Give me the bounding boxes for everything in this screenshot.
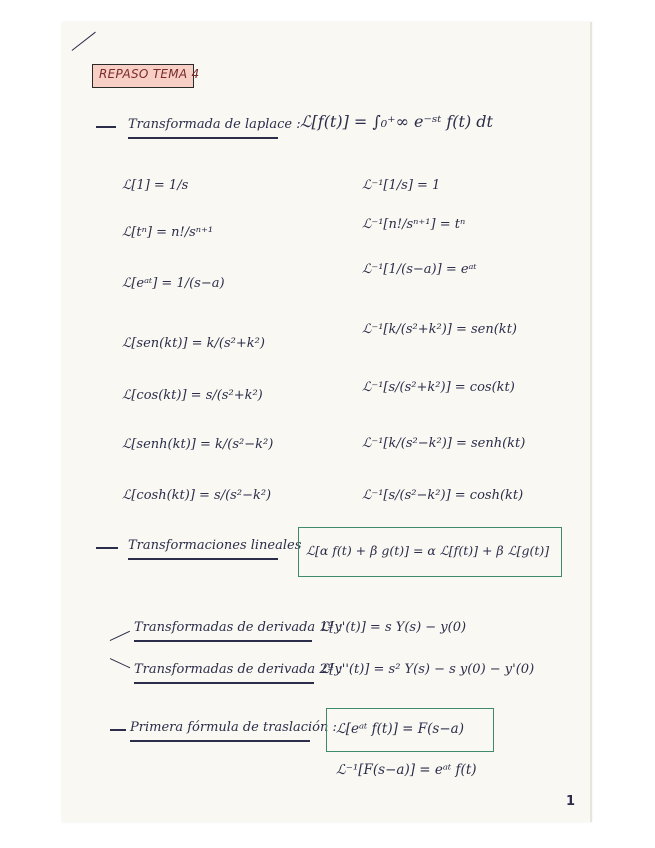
- transform-3: ℒ[eᵃᵗ] = 1/(s−a): [122, 276, 225, 291]
- bullet-dash: [110, 729, 126, 731]
- translation-underline: [130, 740, 310, 742]
- linear-label: Transformaciones lineales: [128, 538, 302, 553]
- translation-label: Primera fórmula de traslación :: [130, 720, 337, 735]
- page-title: REPASO TEMA 4: [99, 67, 200, 81]
- laplace-label: Transformada de laplace :: [128, 117, 301, 132]
- translation-inverse: ℒ⁻¹[F(s−a)] = eᵃᵗ f(t): [336, 762, 477, 778]
- laplace-underline: [128, 137, 278, 139]
- notebook-page: [62, 22, 592, 822]
- transform-5: ℒ[cos(kt)] = s/(s²+k²): [122, 388, 263, 403]
- inverse-4: ℒ⁻¹[k/(s²+k²)] = sen(kt): [362, 322, 517, 337]
- laplace-definition: ℒ[f(t)] = ∫₀⁺∞ e⁻ˢᵗ f(t) dt: [300, 112, 493, 131]
- deriv2-label: Transformadas de derivada 2ª :: [134, 662, 343, 677]
- deriv1-formula: ℒ[y'(t)] = s Y(s) − y(0): [320, 620, 467, 635]
- deriv2-formula: ℒ[y''(t)] = s² Y(s) − s y(0) − y'(0): [320, 662, 535, 677]
- page-number: 1: [566, 794, 576, 809]
- transform-1: ℒ[1] = 1/s: [122, 178, 189, 193]
- deriv1-underline: [134, 640, 312, 642]
- transform-2: ℒ[tⁿ] = n!/sⁿ⁺¹: [122, 225, 214, 240]
- bullet-dash: [96, 126, 116, 128]
- inverse-5: ℒ⁻¹[s/(s²+k²)] = cos(kt): [362, 380, 515, 395]
- inverse-7: ℒ⁻¹[s/(s²−k²)] = cosh(kt): [362, 488, 524, 503]
- inverse-6: ℒ⁻¹[k/(s²−k²)] = senh(kt): [362, 436, 526, 451]
- transform-6: ℒ[senh(kt)] = k/(s²−k²): [122, 437, 274, 452]
- transform-7: ℒ[cosh(kt)] = s/(s²−k²): [122, 488, 272, 503]
- linear-underline: [128, 558, 278, 560]
- translation-formula: ℒ[eᵃᵗ f(t)] = F(s−a): [336, 721, 464, 737]
- inverse-2: ℒ⁻¹[n!/sⁿ⁺¹] = tⁿ: [362, 217, 466, 232]
- deriv2-underline: [134, 682, 314, 684]
- inverse-1: ℒ⁻¹[1/s] = 1: [362, 178, 441, 193]
- bullet-dash: [96, 547, 118, 549]
- linear-formula: ℒ[α f(t) + β g(t)] = α ℒ[f(t)] + β ℒ[g(t)]: [306, 543, 550, 558]
- page-edge: [590, 22, 592, 822]
- deriv1-label: Transformadas de derivada 1ª :: [134, 620, 343, 635]
- transform-4: ℒ[sen(kt)] = k/(s²+k²): [122, 336, 265, 351]
- inverse-3: ℒ⁻¹[1/(s−a)] = eᵃᵗ: [362, 262, 477, 277]
